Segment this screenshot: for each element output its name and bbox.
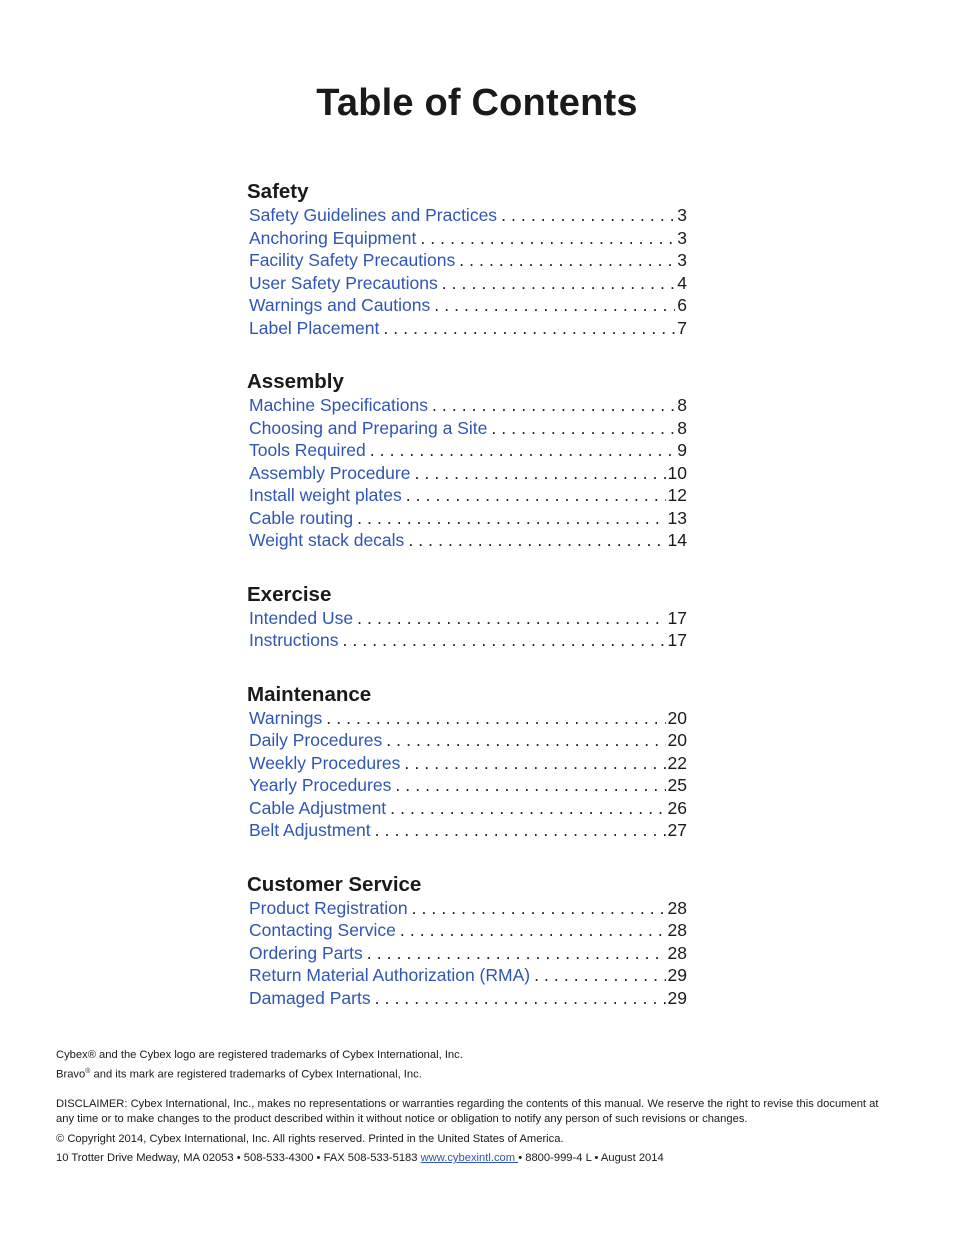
toc-entry[interactable] <box>247 249 687 272</box>
page-number: 12 <box>667 485 687 505</box>
section-heading: Safety <box>247 180 309 203</box>
dot-leader <box>412 897 666 920</box>
dot-leader <box>534 964 665 987</box>
toc-entry[interactable] <box>247 394 687 417</box>
toc-entry-link[interactable]: Warnings and Cautions <box>249 295 431 315</box>
toc-entry[interactable] <box>247 797 687 820</box>
toc-entry[interactable] <box>247 942 687 965</box>
toc-entry[interactable] <box>247 987 687 1010</box>
dot-leader <box>342 629 665 652</box>
toc-entry-link[interactable]: Instructions <box>249 630 339 650</box>
toc-entry-link[interactable]: Product Registration <box>249 897 408 918</box>
page-number: 13 <box>667 507 687 528</box>
dot-leader <box>383 317 675 340</box>
dot-leader <box>406 484 666 507</box>
toc-entry[interactable] <box>247 919 687 942</box>
toc-entry[interactable] <box>247 294 687 317</box>
page-number: 3 <box>677 250 687 270</box>
dot-leader <box>326 707 665 730</box>
page-number: 28 <box>667 920 687 940</box>
toc-entry-link[interactable]: Return Material Authorization (RMA) <box>249 965 531 985</box>
toc-entry-link[interactable]: Choosing and Preparing a Site <box>249 417 488 438</box>
dot-leader <box>404 752 665 775</box>
toc-section-customer-service <box>247 871 687 1010</box>
toc-entry[interactable] <box>247 752 687 775</box>
toc-entry[interactable] <box>247 964 687 987</box>
toc-entry-link[interactable]: Intended Use <box>249 607 354 628</box>
page-number: 14 <box>667 530 687 550</box>
dot-leader <box>357 507 665 530</box>
page-title: Table of Contents <box>316 82 638 124</box>
toc-entry-link[interactable]: Contacting Service <box>249 920 396 940</box>
toc-entry-link[interactable]: Daily Procedures <box>249 730 383 750</box>
page-number: 17 <box>667 607 687 628</box>
footer <box>56 1048 896 1167</box>
dot-leader <box>501 204 675 227</box>
page-number: 17 <box>667 630 687 650</box>
dot-leader <box>395 774 665 797</box>
page-number: 4 <box>677 272 687 293</box>
toc-entry[interactable] <box>247 529 687 552</box>
dot-leader <box>400 919 666 942</box>
dot-leader <box>375 819 666 842</box>
toc-entry[interactable] <box>247 462 687 485</box>
toc-entry-link[interactable]: Anchoring Equipment <box>249 227 417 248</box>
toc-entry[interactable] <box>247 897 687 920</box>
page-number: 29 <box>667 965 687 985</box>
copyright: © Copyright 2014, Cybex International, Inc. All rights reserved. Printed in the United States of America. <box>56 1132 564 1145</box>
page-number: 8 <box>677 395 687 415</box>
toc-entry-link[interactable]: Belt Adjustment <box>249 820 371 840</box>
page-number: 8 <box>677 417 687 438</box>
toc-entry[interactable] <box>247 484 687 507</box>
toc-entry-link[interactable]: Weekly Procedures <box>249 752 401 773</box>
page-number: 22 <box>667 752 687 773</box>
dot-leader <box>390 797 665 820</box>
toc-entry-link[interactable]: Machine Specifications <box>249 395 428 415</box>
page-number: 29 <box>667 987 687 1008</box>
page-number: 28 <box>667 897 687 918</box>
page-number: 26 <box>667 797 687 818</box>
page-number: 20 <box>667 730 687 750</box>
toc-section-safety <box>247 178 687 339</box>
toc-entry-link[interactable]: Weight stack decals <box>249 530 405 550</box>
page-number: 3 <box>677 227 687 248</box>
dot-leader <box>375 987 666 1010</box>
contact-line: 10 Trotter Drive Medway, MA 02053 • 508-533-4300 • FAX 508-533-5183 www.cybexintl.com • 8800-999-4 L • August 2014 <box>56 1152 664 1165</box>
toc-entry[interactable] <box>247 204 687 227</box>
dot-leader <box>491 417 675 440</box>
toc-entry[interactable] <box>247 317 687 340</box>
section-heading: Assembly <box>247 370 344 393</box>
toc-entry-link[interactable]: Safety Guidelines and Practices <box>249 205 498 225</box>
section-heading: Customer Service <box>247 872 422 896</box>
toc-entry-link[interactable]: Facility Safety Precautions <box>249 250 456 270</box>
toc-entry[interactable] <box>247 272 687 295</box>
dot-leader <box>420 227 675 250</box>
dot-leader <box>442 272 676 295</box>
section-heading: Exercise <box>247 582 332 606</box>
toc-entry-link[interactable]: Install weight plates <box>249 485 402 505</box>
toc-entry[interactable] <box>247 819 687 842</box>
toc-entry-link[interactable]: Ordering Parts <box>249 942 363 963</box>
toc-entry[interactable] <box>247 507 687 530</box>
disclaimer: DISCLAIMER: Cybex International, Inc., makes no representations or warranties regarding the contents of this manual. We reserve the right to revise this document at any time or to make changes to the product described within it without notice or obligation to notify any person of such revisions or changes. <box>56 1097 879 1126</box>
dot-leader <box>367 942 666 965</box>
dot-leader <box>357 607 665 630</box>
page-number: 27 <box>667 820 687 840</box>
trademark-notice: Cybex® and the Cybex logo are registered trademarks of Cybex International, Inc. <box>56 1049 463 1061</box>
website-link[interactable]: www.cybexintl.com <box>420 1152 519 1165</box>
toc-entry[interactable] <box>247 774 687 797</box>
toc-entry-link[interactable]: Assembly Procedure <box>249 462 411 483</box>
trademark-notice-bravo: Bravo® and its mark are registered trademarks of Cybex International, Inc. <box>56 1067 422 1081</box>
page-number: 7 <box>677 317 687 338</box>
toc-section-assembly <box>247 368 687 552</box>
toc-entry-link[interactable]: Cable routing <box>249 507 354 528</box>
dot-leader <box>370 439 676 462</box>
dot-leader <box>432 394 675 417</box>
toc-entry[interactable] <box>247 227 687 250</box>
toc-entry[interactable] <box>247 729 687 752</box>
section-heading: Maintenance <box>247 682 372 706</box>
dot-leader <box>386 729 665 752</box>
toc-entry[interactable] <box>247 629 687 652</box>
page-number: 10 <box>667 462 687 483</box>
toc-entry-link[interactable]: Damaged Parts <box>249 987 371 1008</box>
page-number: 28 <box>667 942 687 963</box>
toc-section-maintenance <box>247 681 687 842</box>
toc-entry-link[interactable]: Warnings <box>249 707 323 728</box>
toc-entry-link[interactable]: Label Placement <box>249 317 380 338</box>
table-of-contents <box>247 178 687 1038</box>
toc-entry[interactable] <box>247 707 687 730</box>
toc-section-exercise <box>247 581 687 652</box>
dot-leader <box>434 294 675 317</box>
toc-entry-link[interactable]: Tools Required <box>249 440 366 460</box>
toc-entry[interactable] <box>247 417 687 440</box>
page-number: 25 <box>667 775 687 795</box>
dot-leader <box>459 249 675 272</box>
toc-entry-link[interactable]: Yearly Procedures <box>249 775 392 795</box>
page-number: 6 <box>677 295 687 315</box>
toc-entry[interactable] <box>247 439 687 462</box>
page-number: 20 <box>667 707 687 728</box>
toc-entry[interactable] <box>247 607 687 630</box>
page-number: 3 <box>677 205 687 225</box>
toc-entry-link[interactable]: User Safety Precautions <box>249 272 438 293</box>
page-number: 9 <box>677 440 687 460</box>
dot-leader <box>408 529 665 552</box>
dot-leader <box>414 462 665 485</box>
toc-entry-link[interactable]: Cable Adjustment <box>249 797 387 818</box>
